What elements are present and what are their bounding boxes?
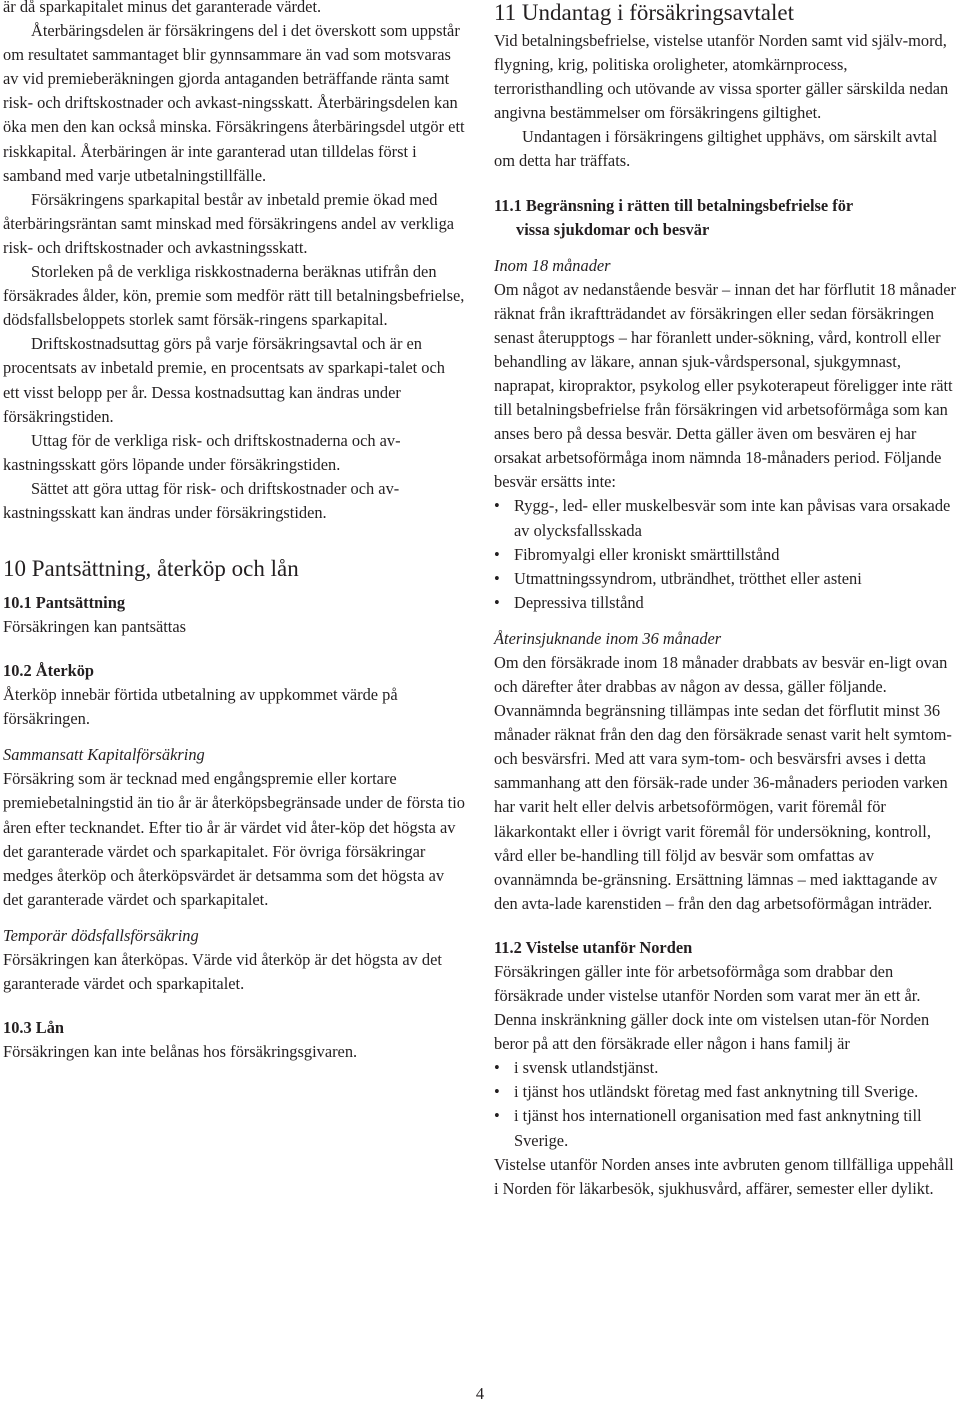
paragraph: Försäkringen kan pantsättas [3, 617, 186, 637]
right-column [494, 0, 956, 1201]
list-item: • i svensk utlandstjänst. [494, 1056, 956, 1080]
left-column [3, 0, 465, 1064]
list-item: • Utmattningssyndrom, utbrändhet, trötthet eller asteni [494, 567, 956, 591]
section-heading-11: 11 Undantag i försäkringsavtalet [494, 0, 794, 25]
list-item: • Fibromyalgi eller kroniskt smärttillstånd [494, 543, 956, 567]
list-item: • Rygg-, led- eller muskelbesvär som inte kan påvisas vara orsakade av olycksfallsskada [494, 494, 956, 542]
list-item: • Depressiva tillstånd [494, 591, 956, 615]
italic-subheading: Sammansatt Kapitalförsäkring [3, 745, 205, 765]
paragraph: Storleken på de verkliga riskkostnaderna beräknas utifrån den försäkrades ålder, kön, premie som medför rätt till betalningsbefrielse, dödsfallsbeloppets storlek samt försäk-ringens sparkapital. [3, 262, 465, 330]
paragraph: Försäkringen kan inte belånas hos försäkringsgivaren. [3, 1042, 358, 1062]
paragraph: Vid betalningsbefrielse, vistelse utanför Norden samt vid själv-mord, flygning, krig, politiska oroligheter, atomkärnprocess, terroristhandling och utövande av vissa sporter gäller särskilda nedan angivna bestämmelser om försäkringens giltighet. [494, 31, 949, 123]
subsection-heading-10-1: 10.1 Pantsättning [3, 593, 126, 613]
paragraph: Vistelse utanför Norden anses inte avbruten genom tillfälliga uppehåll i Norden för läkarbesök, sjukhusvård, affärer, semester eller dylikt. [494, 1154, 954, 1198]
page-number: 4 [475, 1384, 485, 1403]
paragraph: Sättet att göra uttag för risk- och driftskostnader och av-kastningsskatt kan ändras under försäkringstiden. [3, 478, 400, 522]
paragraph: är då sparkapitalet minus det garanterade värdet. [3, 0, 322, 16]
italic-subheading: Temporär dödsfallsförsäkring [3, 925, 199, 945]
paragraph: Uttag för de verkliga risk- och driftskostnaderna och av-kastningsskatt görs löpande under försäkringstiden. [3, 430, 401, 474]
subsection-heading-10-2: 10.2 Återköp [3, 661, 95, 681]
paragraph: Försäkringen kan återköpas. Värde vid återköp är det högsta av det garanterade värdet och sparkapitalet. [3, 949, 442, 993]
list-item: • i tjänst hos internationell organisation med fast anknytning till Sverige. [494, 1104, 956, 1152]
paragraph: Försäkring som är tecknad med engångspremie eller kortare premiebetalningstid än tio år är återköpsbegränsade under de första tio åren efter tecknandet. Efter tio år är värdet vid åter-köp det högsta av det garanterade värdet och sparkapitalet. För övriga försäkringar medges återköp och återköpsvärdet är detsamma som det högsta av det garanterade värdet och sparkapitalet. [3, 769, 465, 909]
paragraph: Återbäringsdelen är försäkringens del i det överskott som uppstår om resultatet sammantaget blir gynnsammare än vad som motsvaras av vid premieberäkningen gjorda antaganden beträffande ränta samt risk- och driftskostnader och avkast-ningsskatt. Återbäringsdelen kan öka men den kan också minska. Försäkringens återbäringsdel utgör ett riskkapital. Återbäringen är inte garanterad utan tilldelas först i samband med varje utbetalningstillfälle. [3, 21, 465, 185]
paragraph: Om den försäkrade inom 18 månader drabbats av besvär en-ligt ovan och därefter åter drabbas av någon av dessa, gäller följande. Ovannämnda begränsning tillämpas inte sedan det förflutit minst 36 månader räknat från den dag den försäkrade senast varit helt symtom- och besvärsfri. Med att vara sym-tom- och besvärsfri avses i detta sammanhang att den försäk-rade under 36-månaders perioden varken har varit helt eller delvis arbetsoförmögen, varit föremål för läkarkontakt eller i övrigt varit föremål för undersökning, kontroll, vård eller be-handling till följd av besvär som omfattas av ovannämnda be-gränsning. Ersättning lämnas – med iakttagande av den avta-lade karenstiden – från den dag arbetsoförmågan inträder. [494, 652, 952, 913]
bullet-list [494, 1056, 956, 1152]
italic-subheading: Inom 18 månader [494, 255, 611, 275]
section-heading-10: 10 Pantsättning, återköp och lån [3, 556, 299, 582]
subsection-heading-10-3: 10.3 Lån [3, 1018, 65, 1038]
list-item: • i tjänst hos utländskt företag med fast anknytning till Sverige. [494, 1080, 956, 1104]
subsection-heading-11-1 [494, 194, 956, 242]
paragraph: Återköp innebär förtida utbetalning av uppkommet värde på försäkringen. [3, 685, 398, 729]
bullet-list [494, 494, 956, 614]
paragraph: Försäkringens sparkapital består av inbetald premie ökad med återbäringsräntan samt minskad med försäkringens andel av verkliga risk- och driftskostnader och avkastningsskatt. [3, 189, 455, 257]
paragraph: Försäkringen gäller inte för arbetsoförmåga som drabbar den försäkrade under vistelse utanför Norden som varat mer än ett år. Denna inskränkning gäller dock inte om vistelsen utan-för Norden beror på att den försäkrade eller någon i hans familj är [494, 961, 930, 1054]
subsection-heading-line: 11.1 Begränsning i rätten till betalningsbefrielse för [494, 195, 854, 215]
subsection-heading-line: vissa sjukdomar och besvär [516, 219, 710, 239]
paragraph: Driftskostnadsuttag görs på varje försäkringsavtal och är en procentsats av inbetald premie, en procentsats av sparkapi-talet och ett visst belopp per år. Dessa kostnadsuttag kan ändras under försäkringstiden. [3, 334, 445, 426]
subsection-heading-11-2: 11.2 Vistelse utanför Norden [494, 937, 693, 957]
paragraph: Undantagen i försäkringens giltighet upphävs, om särskilt avtal om detta har träffats. [494, 127, 938, 171]
paragraph: Om något av nedanstående besvär – innan det har förflutit 18 månader räknat från ikraftträdandet av försäkringen eller sedan försäkringen senast återupptogs – har föranlett under-sökning, vård, kontroll eller behandling av läkare, annan sjuk-vårdspersonal, sjukgymnast, naprapat, kiropraktor, psykolog eller psykoterapeut föreligger inte rätt till betalningsbefrielse från försäkringen vid arbetsoförmåga som kan anses bero på dessa besvär. Detta gäller även om besvären ej har orsakat arbetsoförmåga inom nämnda 18-månaders period. Följande besvär ersätts inte: [494, 279, 956, 492]
italic-subheading: Återinsjuknande inom 36 månader [494, 628, 722, 648]
